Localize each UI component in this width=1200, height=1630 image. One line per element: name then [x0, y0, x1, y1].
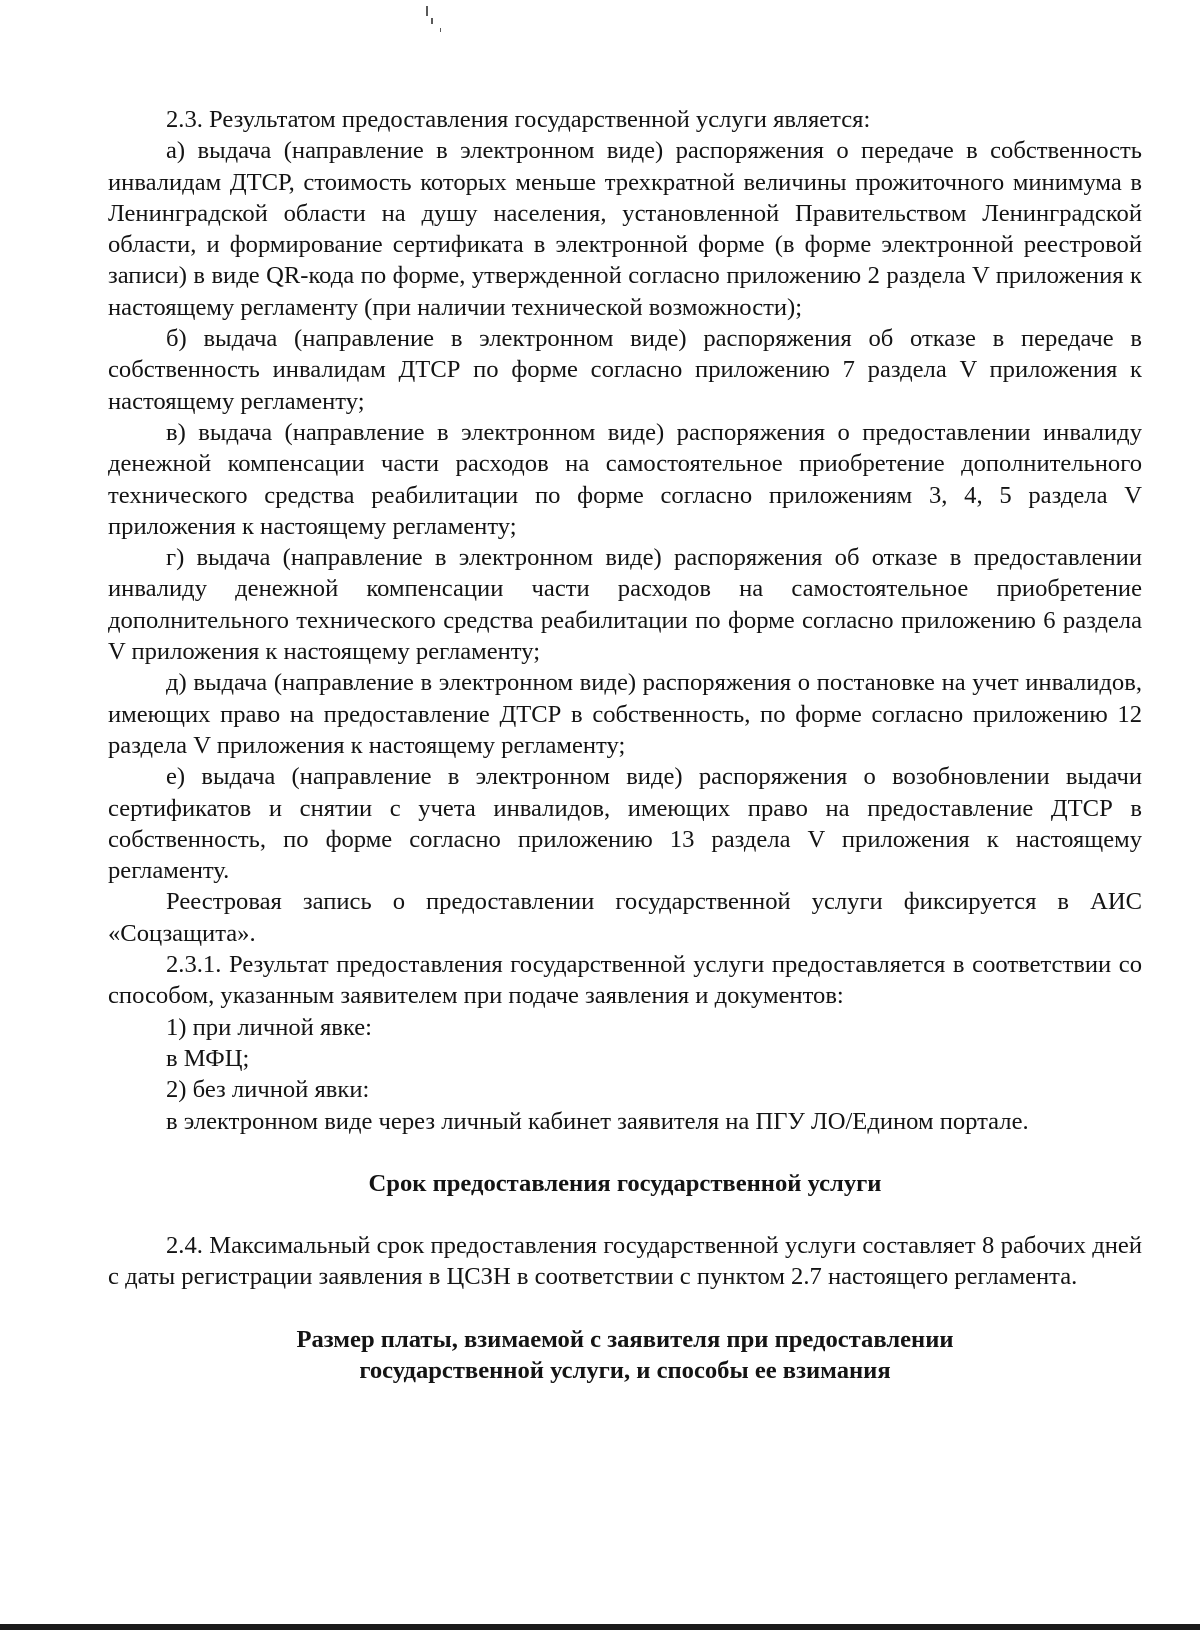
paragraph-2-3-b: б) выдача (направление в электронном виде) распоряжения об отказе в передаче в собственность инвалидам ДТСР по форме согласно приложению 7 раздела V приложения к настоящему регламенту;: [108, 325, 1142, 415]
scan-artifact: [440, 28, 441, 32]
paragraph-2-3-e: е) выдача (направление в электронном виде) распоряжения о возобновлении выдачи сертификатов и снятии с учета инвалидов, имеющих право на предоставление ДТСР в собственность, по форме согласно приложению 13 раздела V приложения к настоящему регламенту.: [108, 763, 1142, 885]
scan-artifact: [431, 18, 433, 24]
list-item-personal-visit: 1) при личной явке:: [166, 1013, 372, 1041]
list-item-no-visit: 2) без личной явки:: [166, 1076, 370, 1104]
section-heading-fee-line-2: государственной услуги, и способы ее взимания: [359, 1356, 891, 1384]
paragraph-2-3-g: г) выдача (направление в электронном виде) распоряжения об отказе в предоставлении инвалиду денежной компенсации части расходов на самостоятельное приобретение дополнительного технического средства реабилитации по форме согласно приложению 6 раздела V приложения к настоящему регламенту;: [108, 544, 1142, 666]
paragraph-2-3-v: в) выдача (направление в электронном виде) распоряжения о предоставлении инвалиду денежной компенсации части расходов на самостоятельное приобретение дополнительного технического средства реабилитации по форме согласно приложениям 3, 4, 5 раздела V приложения к настоящему регламенту;: [108, 418, 1142, 540]
paragraph-2-3-1: 2.3.1. Результат предоставления государственной услуги предоставляется в соответствии со способом, указанным заявителем при подаче заявления и документов:: [108, 951, 1142, 1010]
list-item-mfc: в МФЦ;: [166, 1044, 250, 1072]
section-heading-term: Срок предоставления государственной услуги: [368, 1169, 882, 1197]
list-item-electronic: в электронном виде через личный кабинет заявителя на ПГУ ЛО/Едином портале.: [166, 1107, 1029, 1135]
paragraph-2-3-d: д) выдача (направление в электронном виде) распоряжения о постановке на учет инвалидов, имеющих право на предоставление ДТСР в собственность, по форме согласно приложению 12 раздела V приложения к настоящему регламенту;: [108, 669, 1142, 759]
section-heading-fee: [108, 1324, 1142, 1387]
paragraph-2-4: 2.4. Максимальный срок предоставления государственной услуги составляет 8 рабочих дней с даты регистрации заявления в ЦСЗН в соответствии с пунктом 2.7 настоящего регламента.: [108, 1232, 1142, 1291]
scan-bottom-edge: [0, 1624, 1200, 1630]
paragraph-2-3-a: а) выдача (направление в электронном виде) распоряжения о передаче в собственность инвалидам ДТСР, стоимость которых меньше трехкратной величины прожиточного минимума в Ленинградской области на душу населения, установленной Правительством Ленинградской области, и формирование сертификата в электронной форме (в форме электронной реестровой записи) в виде QR-кода по форме, утвержденной согласно приложению 2 раздела V приложения к настоящему регламенту (при наличии технической возможности);: [108, 137, 1142, 321]
paragraph-2-3: 2.3. Результатом предоставления государственной услуги является:: [166, 106, 871, 133]
scan-artifact: [426, 6, 428, 16]
paragraph-registry-record: Реестровая запись о предоставлении государственной услуги фиксируется в АИС «Соцзащита».: [108, 888, 1142, 947]
section-heading-fee-line-1: Размер платы, взимаемой с заявителя при предоставлении: [296, 1325, 954, 1353]
document-body: [108, 104, 1142, 1386]
